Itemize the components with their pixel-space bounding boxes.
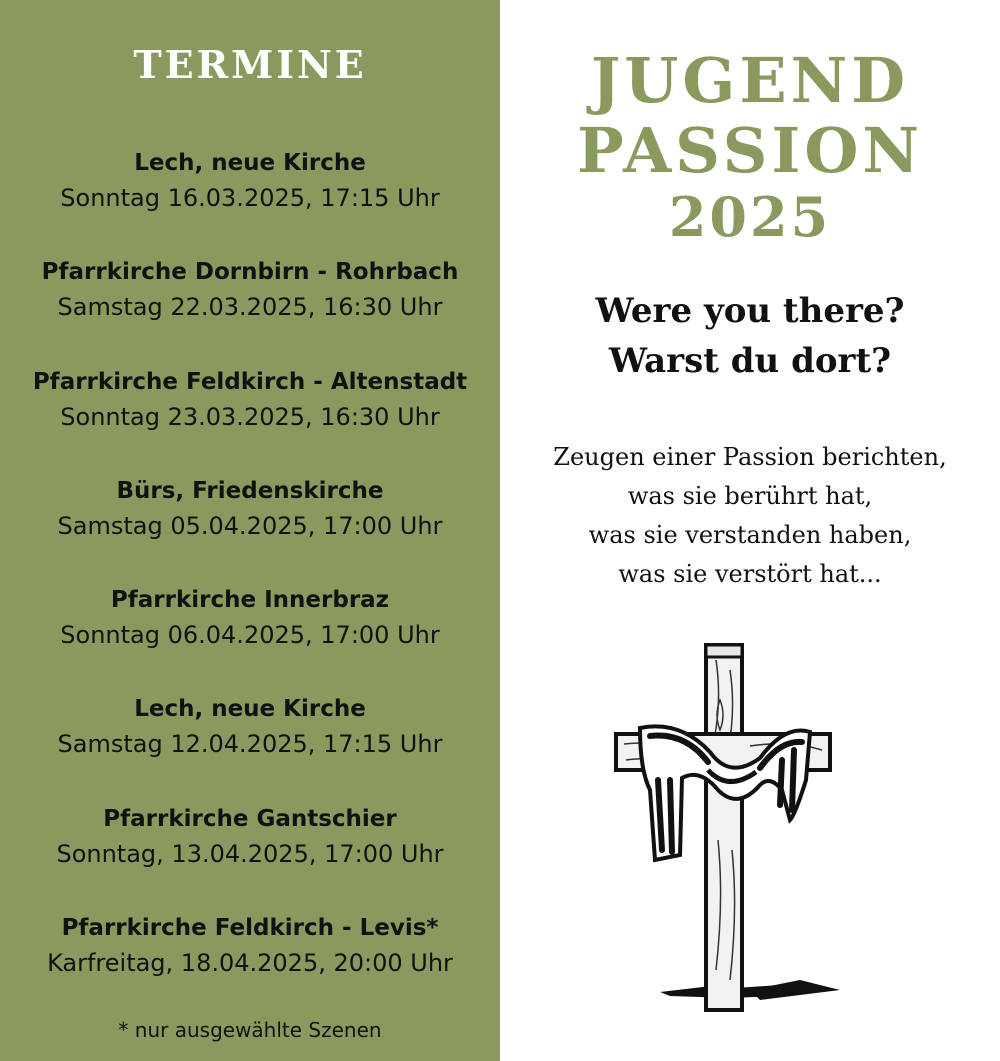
event-item	[0, 583, 500, 692]
cross-vertical-beam	[706, 645, 742, 1010]
footnote: * nur ausgewählte Szenen	[118, 1018, 382, 1042]
event-item	[0, 255, 500, 364]
event-place: Pfarrkirche Dornbirn - Rohrbach	[41, 259, 459, 286]
event-item	[0, 146, 500, 255]
event-date: Karfreitag, 18.04.2025, 20:00 Uhr	[47, 949, 453, 978]
event-item	[0, 911, 500, 1020]
title-line-passion: PASSION	[576, 114, 924, 187]
event-place: Lech, neue Kirche	[134, 696, 366, 723]
event-date: Samstag 12.04.2025, 17:15 Uhr	[57, 730, 443, 759]
event-date: Sonntag, 13.04.2025, 17:00 Uhr	[56, 839, 444, 868]
event-place: Pfarrkirche Innerbraz	[110, 587, 390, 614]
description-line: was sie verstanden haben,	[588, 521, 912, 549]
event-title	[500, 44, 1000, 250]
description	[500, 438, 1000, 594]
event-date: Sonntag 16.03.2025, 17:15 Uhr	[60, 184, 440, 212]
event-item	[0, 474, 500, 583]
event-place: Pfarrkirche Feldkirch - Altenstadt	[32, 368, 468, 395]
description-line: was sie berührt hat,	[627, 482, 873, 510]
event-date: Sonntag 06.04.2025, 17:00 Uhr	[60, 621, 440, 650]
event-item	[0, 692, 500, 801]
event-date: Samstag 05.04.2025, 17:00 Uhr	[57, 511, 443, 540]
schedule-heading: TERMINE	[133, 42, 367, 87]
title-line-year: 2025	[668, 185, 832, 249]
title-line-jugend: JUGEND	[590, 44, 910, 117]
event-date: Samstag 22.03.2025, 16:30 Uhr	[57, 293, 443, 322]
event-item	[0, 802, 500, 911]
event-list	[0, 146, 500, 1020]
cross-illustration	[610, 640, 890, 1020]
subtitle-english: Were you there?	[595, 291, 905, 331]
subtitle	[500, 286, 1000, 386]
event-place: Pfarrkirche Gantschier	[103, 805, 397, 832]
event-place: Bürs, Friedenskirche	[116, 477, 384, 504]
event-place: Lech, neue Kirche	[134, 150, 366, 176]
subtitle-german: Warst du dort?	[608, 341, 892, 381]
event-place: Pfarrkirche Feldkirch - Levis*	[61, 915, 439, 942]
event-date: Sonntag 23.03.2025, 16:30 Uhr	[60, 402, 440, 431]
description-line: Zeugen einer Passion berichten,	[553, 443, 947, 471]
title-panel	[500, 0, 1000, 1061]
event-item	[0, 365, 500, 474]
description-line: was sie verstört hat...	[618, 560, 882, 588]
